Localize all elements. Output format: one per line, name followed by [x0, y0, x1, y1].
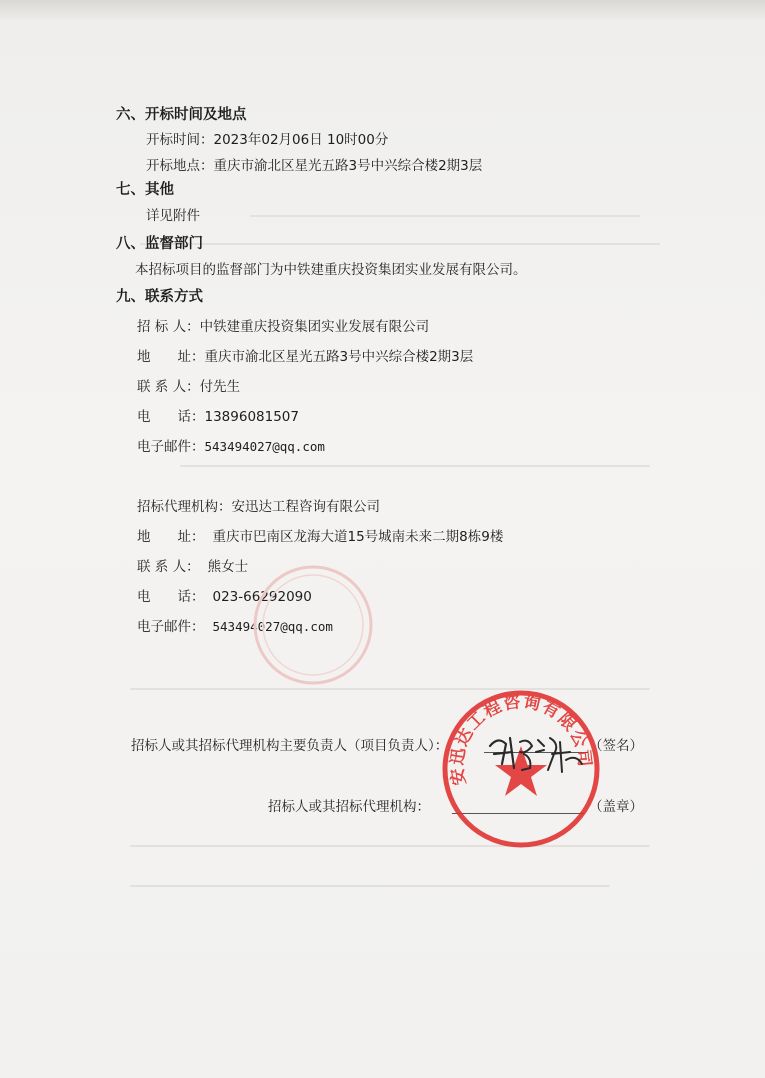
responsible-label: 招标人或其招标代理机构主要负责人（项目负责人）：	[131, 738, 449, 754]
seal-suffix: （盖章）	[589, 799, 643, 815]
agency-address: 重庆市巴南区龙海大道15号城南未来二期8栋9楼	[212, 529, 504, 545]
tenderer-phone-row	[137, 408, 299, 426]
faint-seal-bleed	[248, 560, 378, 690]
section-9-title: 九、联系方式	[116, 289, 203, 305]
bleed-through-line	[180, 465, 650, 467]
signature-suffix: （签名）	[589, 738, 643, 754]
agency-contact: 熊女士	[207, 559, 249, 575]
stamp-ring-text: 安迅达工程咨询有限公司	[447, 692, 595, 787]
opening-time-label: 开标时间：	[146, 132, 214, 148]
bleed-through-line	[130, 885, 610, 887]
opening-place-row	[146, 157, 482, 175]
agency-contact-row	[137, 558, 248, 576]
responsible-signature-row	[131, 737, 448, 755]
tenderer-address-label: 地 址：	[137, 349, 205, 365]
agency-name: 安迅达工程咨询有限公司	[231, 499, 380, 515]
section-7-text: 详见附件	[146, 208, 200, 224]
opening-place-label: 开标地点：	[146, 158, 214, 174]
agency-address-row	[137, 528, 503, 546]
tenderer-phone-label: 电 话：	[137, 409, 205, 425]
tenderer-name: 中铁建重庆投资集团实业发展有限公司	[199, 319, 430, 335]
tenderer-email-row	[137, 438, 325, 456]
tenderer-name-label: 招 标 人：	[137, 319, 200, 335]
section-8-title: 八、监督部门	[116, 236, 203, 252]
tenderer-contact-label: 联 系 人：	[137, 379, 200, 395]
tenderer-address: 重庆市渝北区星光五路3号中兴综合楼2期3层	[204, 349, 474, 365]
scan-top-edge	[0, 0, 765, 22]
handwritten-signature	[480, 724, 590, 784]
agency-address-label: 地 址：	[137, 529, 205, 545]
agency-contact-label: 联 系 人：	[137, 559, 200, 575]
tenderer-name-row	[137, 318, 429, 336]
org-seal-row	[268, 798, 430, 816]
opening-place-value: 重庆市渝北区星光五路3号中兴综合楼2期3层	[213, 158, 483, 174]
tenderer-contact: 付先生	[199, 379, 241, 395]
agency-name-row	[137, 498, 380, 516]
agency-phone-label: 电 话：	[137, 589, 205, 605]
org-seal-label: 招标人或其招标代理机构：	[268, 799, 430, 815]
tenderer-address-row	[137, 348, 473, 366]
bleed-through-line	[250, 215, 640, 217]
agency-email-label: 电子邮件：	[137, 619, 205, 635]
section-7-title: 七、其他	[116, 182, 174, 198]
opening-time-row	[146, 131, 388, 149]
agency-name-label: 招标代理机构：	[137, 499, 232, 515]
tenderer-email-label: 电子邮件：	[137, 439, 205, 455]
tenderer-phone: 13896081507	[204, 409, 299, 425]
section-6-title: 六、开标时间及地点	[116, 107, 247, 123]
tenderer-contact-row	[137, 378, 240, 396]
bleed-through-line	[140, 243, 660, 245]
agency-email: 543494027@qq.com	[212, 619, 333, 634]
opening-time-value: 2023年02月06日 10时00分	[213, 132, 389, 148]
section-8-text: 本招标项目的监督部门为中铁建重庆投资集团实业发展有限公司。	[135, 262, 527, 278]
tenderer-email: 543494027@qq.com	[204, 439, 325, 454]
agency-phone: 023-66292090	[212, 589, 312, 605]
